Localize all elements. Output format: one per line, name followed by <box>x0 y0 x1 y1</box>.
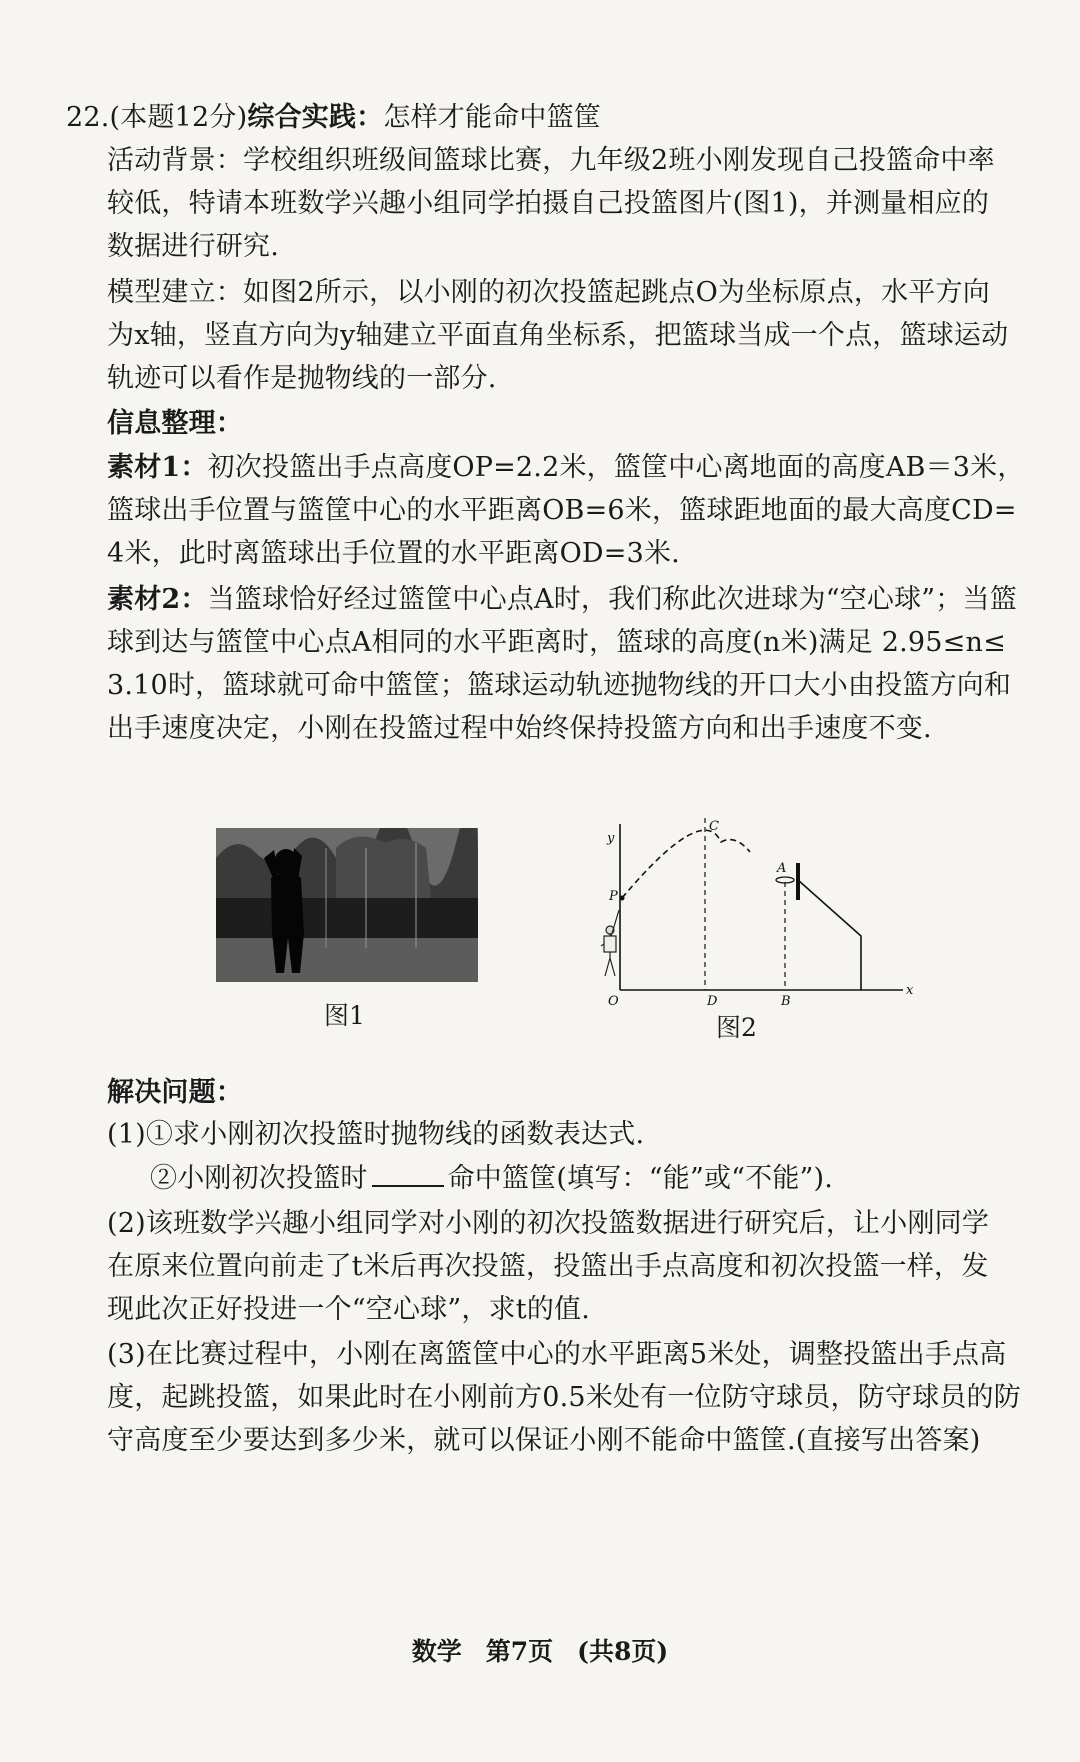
question-header <box>66 98 601 138</box>
material-1-label: 素材1： <box>107 452 208 483</box>
problem-2-line-3: 现此次正好投进一个“空心球”，求t的值. <box>107 1294 591 1325</box>
problem-2-line-2: 在原来位置向前走了t米后再次投篮，投篮出手点高度和初次投篮一样，发 <box>107 1251 989 1282</box>
point-p <box>620 896 625 901</box>
material-1-line-1 <box>107 448 1025 488</box>
footer-total: (共8页) <box>577 1637 669 1666</box>
figure-1-caption: 图1 <box>324 1001 365 1030</box>
origin-label: O <box>608 994 619 1008</box>
footer-subject: 数学 <box>411 1637 462 1666</box>
x-axis-label: x <box>906 983 914 998</box>
material-2-line-3: 3.10时，篮球就可命中篮筐；篮球运动轨迹抛物线的开口大小由投篮方向和 <box>107 670 1012 701</box>
material-1-line-2: 篮球出手位置与篮筐中心的水平距离OB=6米，篮球距地面的最大高度CD= <box>107 495 1017 526</box>
point-c-label: C <box>709 819 719 834</box>
material-1-text-1: 初次投篮出手点高度OP=2.2米，篮筐中心离地面的高度AB＝3米， <box>207 452 1025 483</box>
footer-page: 第7页 <box>485 1637 554 1666</box>
problem-3-line-3: 守高度至少要达到多少米，就可以保证小刚不能命中篮筐.(直接写出答案) <box>107 1425 981 1456</box>
hoop-stand <box>798 880 861 990</box>
point-p-label: P <box>609 889 618 904</box>
problem-2-line-1: (2)该班数学兴趣小组同学对小刚的初次投篮数据进行研究后，让小刚同学 <box>107 1208 990 1239</box>
point-a-label: A <box>777 861 787 876</box>
y-axis-label: y <box>607 831 615 846</box>
material-2-label: 素材2： <box>107 584 208 615</box>
material-2-line-2: 球到达与篮筐中心点A相同的水平距离时，篮球的高度(n米)满足 2.95≤n≤ <box>107 627 1006 658</box>
background-line-3: 数据进行研究. <box>107 231 279 262</box>
question-type: 综合实践： <box>247 102 384 133</box>
info-heading: 信息整理： <box>107 408 243 439</box>
question-score: (本题12分) <box>109 102 248 133</box>
figure-2-caption: 图2 <box>716 1013 757 1042</box>
model-line-3: 轨迹可以看作是抛物线的一部分. <box>107 363 497 394</box>
model-line-2: 为x轴，竖直方向为y轴建立平面直角坐标系，把篮球当成一个点，篮球运动 <box>107 320 1009 351</box>
material-2-line-4: 出手速度决定，小刚在投篮过程中始终保持投篮方向和出手速度不变. <box>107 713 932 744</box>
page-footer <box>0 1632 1080 1668</box>
player-figure <box>601 910 619 976</box>
figure-2-diagram <box>585 818 915 1008</box>
point-b-label: B <box>781 994 791 1008</box>
point-d-label: D <box>707 994 718 1008</box>
problem-3-line-1: (3)在比赛过程中，小刚在离篮筐中心的水平距离5米处，调整投篮出手点高 <box>107 1339 1007 1370</box>
problem-1b-suffix: 命中篮筐(填写：“能”或“不能”). <box>447 1163 834 1194</box>
trajectory-curve <box>622 830 750 898</box>
answer-blank <box>372 1161 444 1187</box>
material-2-text-1: 当篮球恰好经过篮筐中心点A时，我们称此次进球为“空心球”；当篮 <box>207 584 1017 615</box>
problem-1a: (1)①求小刚初次投篮时抛物线的函数表达式. <box>107 1119 645 1150</box>
background-line-1: 活动背景：学校组织班级间篮球比赛，九年级2班小刚发现自己投篮命中率 <box>107 145 995 176</box>
background-line-2: 较低，特请本班数学兴趣小组同学拍摄自己投篮图片(图1)，并测量相应的 <box>107 188 990 219</box>
material-1-line-3: 4米，此时离篮球出手位置的水平距离OD=3米. <box>107 538 680 569</box>
problem-1b-prefix: ②小刚初次投篮时 <box>150 1163 368 1194</box>
question-number: 22. <box>66 102 110 133</box>
figure-1-photo <box>216 828 478 982</box>
problem-1b <box>150 1159 833 1199</box>
material-2-line-1 <box>107 580 1017 620</box>
model-line-1: 模型建立：如图2所示，以小刚的初次投篮起跳点O为坐标原点，水平方向 <box>107 277 990 308</box>
problem-3-line-2: 度，起跳投篮，如果此时在小刚前方0.5米处有一位防守球员，防守球员的防 <box>107 1382 1021 1413</box>
question-topic: 怎样才能命中篮筐 <box>383 102 601 133</box>
problems-heading: 解决问题： <box>107 1077 243 1108</box>
